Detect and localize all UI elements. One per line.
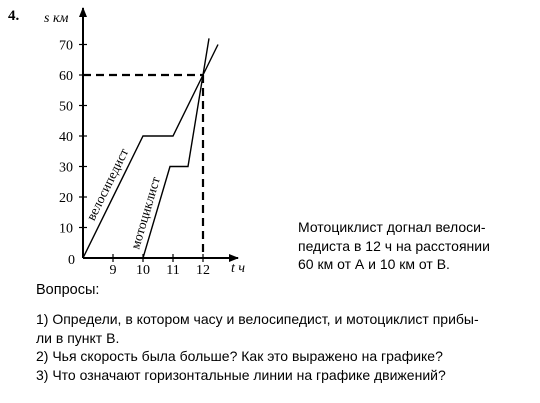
x-tick-label: 12 [196,263,210,278]
x-tick-label: 11 [166,263,180,278]
y-tick-label: 50 [59,99,73,115]
x-axis-label: t ч [231,261,246,276]
y-tick-label: 70 [59,38,73,54]
question-line: 1) Определи, в котором часу и велосипедист, и мотоциклист прибы- [36,311,479,327]
question-line: 3) Что означают горизонтальные линии на графике движений? [36,366,446,383]
y-tick-label: 10 [59,221,73,237]
series-label-motorcyclist: мотоциклист [127,175,163,251]
x-tick-label: 9 [109,263,117,278]
y-tick-label: 20 [59,191,73,206]
question-line: 2) Чья скорость была больше? Как это выражено на графике? [36,348,443,365]
series-layer [83,38,218,258]
questions-list [36,310,536,384]
y-tick-label: 30 [59,160,73,176]
question-line: ли в пункт В. [36,329,120,346]
description-line: Мотоциклист догнал велоси- [298,219,486,235]
description-line: 60 км от А и 10 км от В. [298,256,450,272]
series-line-cyclist [83,45,218,259]
questions-heading: Вопросы: [36,282,100,298]
axes [83,8,238,258]
origin-label: 0 [68,253,75,268]
series-label-cyclist: велосипедист [83,145,132,223]
series-line-motorcyclist [143,38,209,258]
y-axis-label: s км [44,11,69,26]
problem-description [298,218,523,274]
motion-graph [0,0,300,285]
y-tick-label: 60 [59,69,73,84]
task-number: 4. [8,8,20,24]
y-tick-label: 40 [59,130,73,145]
description-line: педиста в 12 ч на расстоянии [298,237,490,254]
x-tick-label: 10 [136,263,150,278]
